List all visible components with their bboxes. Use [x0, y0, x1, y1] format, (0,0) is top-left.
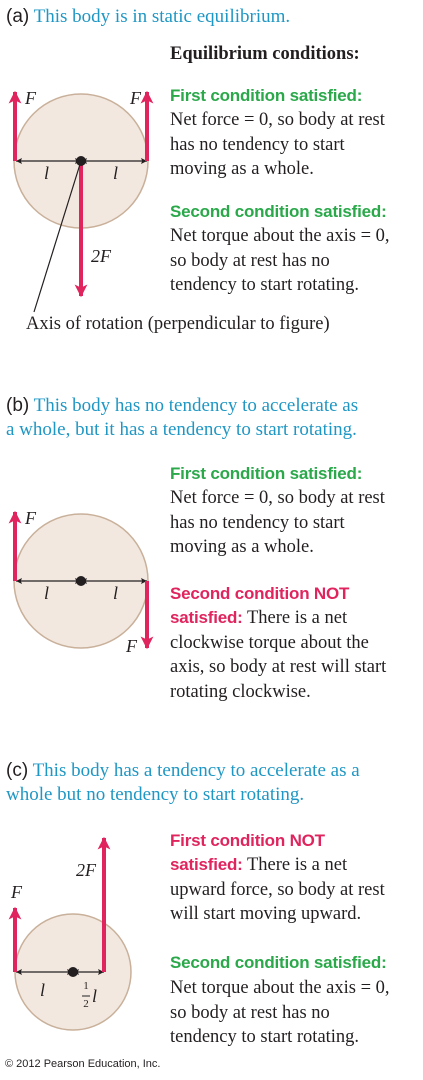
panel-b-cond1-line-3: moving as a whole. [170, 537, 314, 557]
panel-a-cond1-line-3: moving as a whole. [170, 159, 314, 179]
panel-b-dist-right-label: l [113, 583, 119, 603]
panel-a-caption [6, 5, 290, 29]
panel-c-cond2-line-2: so body at rest has no [170, 1002, 330, 1023]
axis-of-rotation-label: Axis of rotation (perpendicular to figure) [26, 314, 330, 334]
panel-a-force-left-label: F [25, 88, 36, 108]
panel-b-cond2-line-3: rotating clockwise. [170, 681, 311, 702]
panel-c-caption-line-1: This body has a tendency to accelerate as a [32, 760, 360, 781]
panel-c-caption-line-2: whole but no tendency to start rotating. [6, 784, 305, 805]
panel-a-cond2-line-1: Net torque about the axis = 0, [170, 226, 390, 246]
panel-b-cond1-line-2: has no tendency to start [170, 512, 345, 533]
panel-a-cond2-line-3: tendency to start rotating. [170, 275, 360, 295]
panel-b-caption-line-1: This body has no tendency to accelerate as [33, 395, 359, 416]
panel-b-label: (b) [6, 395, 30, 416]
panel-a-force-right-label: F [130, 88, 141, 108]
panel-c-cond1-first: There is a net [246, 855, 348, 875]
panel-a-label: (a) [6, 6, 30, 27]
panel-c-cond1-title-1: First condition NOT [170, 831, 325, 850]
panel-a-cond1-text [170, 108, 385, 182]
panel-c-dist-left-label: l [40, 980, 46, 1000]
panel-c-fraction-numerator: 1 [83, 980, 89, 992]
panel-c-dist-right-label: l [92, 986, 98, 1006]
panel-a-caption-text: This body is in static equilibrium. [33, 6, 291, 27]
panel-b-cond2-line-1: clockwise torque about the [170, 632, 369, 653]
panel-b-cond1-line-1: Net force = 0, so body at rest [170, 488, 385, 508]
panel-a-dist-left-label: l [44, 163, 50, 183]
panel-b-diagram [14, 512, 148, 648]
panel-a-cond1-line-2: has no tendency to start [170, 134, 345, 155]
panel-c-label: (c) [6, 760, 29, 781]
panel-c-fraction-denominator: 2 [83, 998, 89, 1010]
panel-c-cond1-text [170, 853, 385, 927]
panel-a-diagram [14, 92, 148, 312]
panel-b-cond2-title-2: satisfied: [170, 608, 243, 627]
panel-b-cond2-title-1: Second condition NOT [170, 584, 350, 603]
panel-b-force-left-label: F [25, 508, 36, 528]
panel-c-cond1-line-2: will start moving upward. [170, 904, 362, 924]
panel-b-cond2-text [170, 606, 386, 704]
panel-c-cond2-title: Second condition satisfied: [170, 953, 387, 972]
panel-b-cond1-text [170, 486, 385, 560]
panel-a-axis-dot [76, 156, 86, 166]
panel-b-cond2-first: There is a net [246, 608, 348, 628]
panel-c-cond1-line-1: upward force, so body at rest [170, 879, 385, 900]
panel-c-force-left-label: F [11, 882, 22, 902]
panel-c-cond2-line-3: tendency to start rotating. [170, 1027, 360, 1047]
panel-c-force-right-label: 2F [76, 860, 96, 880]
panel-c-caption [6, 759, 360, 807]
copyright-notice: © 2012 Pearson Education, Inc. [5, 1058, 161, 1070]
panel-c-cond2-line-1: Net torque about the axis = 0, [170, 978, 390, 998]
panel-a-cond2-title: Second condition satisfied: [170, 202, 387, 221]
panel-b-force-right-label: F [126, 636, 137, 656]
panel-a-cond1-line-1: Net force = 0, so body at rest [170, 110, 385, 130]
panel-b-caption-line-2: a whole, but it has a tendency to start rotating. [6, 419, 357, 440]
panel-c-axis-dot [68, 967, 78, 977]
equilibrium-conditions-heading: Equilibrium conditions: [170, 44, 360, 64]
panel-a-force-down-label: 2F [91, 246, 111, 266]
panel-c-cond2-text [170, 976, 390, 1050]
panel-a-cond1-title: First condition satisfied: [170, 86, 363, 105]
panel-b-caption [6, 394, 358, 442]
panel-b-dist-left-label: l [44, 583, 50, 603]
panel-b-cond1-title: First condition satisfied: [170, 464, 363, 483]
panel-a-cond2-line-2: so body at rest has no [170, 250, 330, 271]
panel-c-diagram [15, 838, 131, 1030]
panel-a-cond2-text [170, 224, 390, 298]
panel-a-dist-right-label: l [113, 163, 119, 183]
panel-b-axis-dot [76, 576, 86, 586]
panel-b-cond2-line-2: axis, so body at rest will start [170, 657, 387, 677]
panel-c-cond1-title-2: satisfied: [170, 855, 243, 874]
